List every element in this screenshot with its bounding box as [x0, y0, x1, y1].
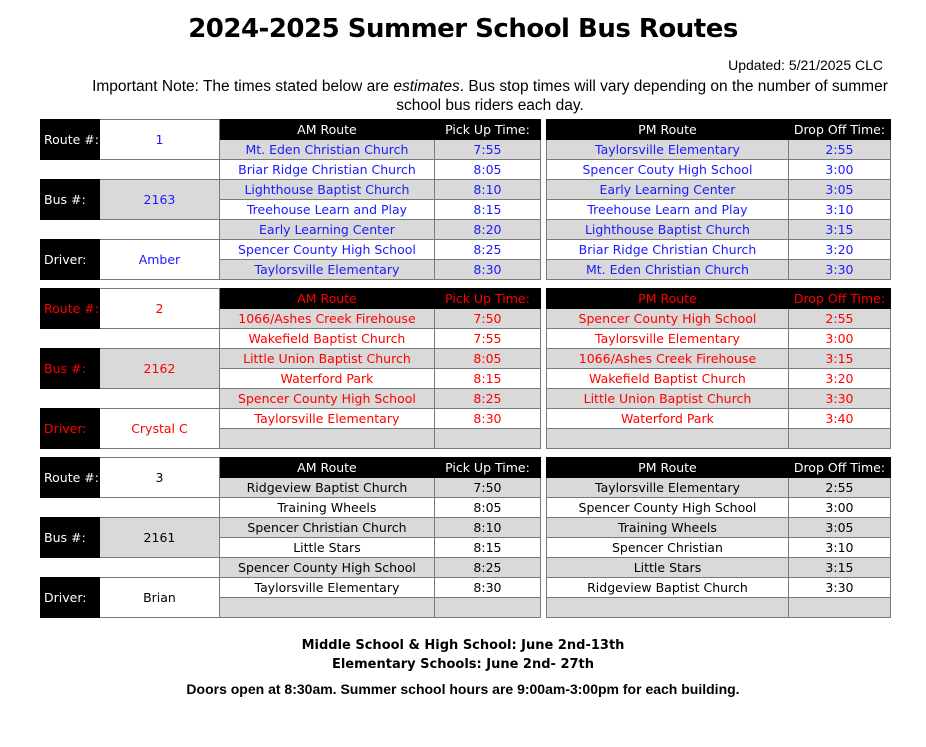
pm-stop: Taylorsville Elementary	[546, 478, 788, 498]
page-title: 2024-2025 Summer School Bus Routes	[188, 14, 738, 44]
pm-stop: Spencer County High School	[546, 309, 788, 329]
pm-time: 2:55	[788, 478, 890, 498]
pm-stop	[546, 429, 788, 449]
am-time	[434, 429, 540, 449]
pm-time: 3:00	[788, 160, 890, 180]
am-stop: Training Wheels	[219, 498, 434, 518]
am-time: 8:30	[434, 260, 540, 280]
table-row	[41, 409, 891, 429]
pm-time: 2:55	[788, 140, 890, 160]
pm-stop	[546, 598, 788, 618]
pm-time: 3:05	[788, 518, 890, 538]
pm-time: 3:20	[788, 369, 890, 389]
pickup-header: Pick Up Time:	[434, 289, 540, 309]
pm-route-header: PM Route	[546, 289, 788, 309]
note-suffix: . Bus stop times will vary depending on the number of summer school bus riders each day.	[396, 78, 888, 114]
pm-stop: Training Wheels	[546, 518, 788, 538]
am-time: 8:15	[434, 369, 540, 389]
am-time: 7:55	[434, 329, 540, 349]
am-time: 8:30	[434, 409, 540, 429]
dropoff-header: Drop Off Time:	[788, 458, 890, 478]
pm-time: 3:15	[788, 220, 890, 240]
pm-stop: Wakefield Baptist Church	[546, 369, 788, 389]
note-emphasis: estimates	[393, 78, 460, 95]
am-time: 7:50	[434, 478, 540, 498]
bus-label: Bus #:	[41, 180, 100, 220]
table-row	[41, 518, 891, 538]
pm-stop: Little Stars	[546, 558, 788, 578]
pm-stop: Little Union Baptist Church	[546, 389, 788, 409]
am-stop: Little Union Baptist Church	[219, 349, 434, 369]
table-row	[41, 498, 891, 518]
am-stop: Spencer County High School	[219, 240, 434, 260]
route-label: Route #:	[41, 458, 100, 498]
am-stop: Lighthouse Baptist Church	[219, 180, 434, 200]
table-row	[41, 160, 891, 180]
am-stop: Taylorsville Elementary	[219, 409, 434, 429]
pm-time: 3:30	[788, 578, 890, 598]
note-prefix: Important Note: The times stated below are	[92, 78, 394, 95]
table-row	[41, 578, 891, 598]
am-route-header: AM Route	[219, 120, 434, 140]
am-stop: Taylorsville Elementary	[219, 578, 434, 598]
pm-stop: Spencer Christian	[546, 538, 788, 558]
am-route-header: AM Route	[219, 289, 434, 309]
pm-time	[788, 598, 890, 618]
am-time: 8:05	[434, 498, 540, 518]
middle-high-dates: Middle School & High School: June 2nd-13th	[301, 638, 625, 653]
am-stop: 1066/Ashes Creek Firehouse	[219, 309, 434, 329]
dropoff-header: Drop Off Time:	[788, 120, 890, 140]
pm-time: 3:30	[788, 260, 890, 280]
am-time: 8:30	[434, 578, 540, 598]
route-table	[40, 457, 891, 618]
route-number: 1	[99, 120, 219, 160]
driver-name: Crystal C	[99, 409, 219, 449]
am-time: 8:10	[434, 180, 540, 200]
am-stop: Little Stars	[219, 538, 434, 558]
am-time: 8:15	[434, 200, 540, 220]
pm-time: 3:15	[788, 349, 890, 369]
pm-time: 2:55	[788, 309, 890, 329]
table-row	[41, 558, 891, 578]
am-route-header: AM Route	[219, 458, 434, 478]
pm-stop: Mt. Eden Christian Church	[546, 260, 788, 280]
am-stop: Mt. Eden Christian Church	[219, 140, 434, 160]
table-row	[41, 220, 891, 240]
pm-time: 3:30	[788, 389, 890, 409]
pm-time: 3:20	[788, 240, 890, 260]
pm-route-header: PM Route	[546, 458, 788, 478]
updated-stamp: Updated: 5/21/2025 CLC	[728, 57, 883, 73]
am-stop: Briar Ridge Christian Church	[219, 160, 434, 180]
bus-number: 2162	[99, 349, 219, 389]
dropoff-header: Drop Off Time:	[788, 289, 890, 309]
table-row	[41, 329, 891, 349]
am-time: 7:50	[434, 309, 540, 329]
am-stop: Spencer Christian Church	[219, 518, 434, 538]
am-time: 7:55	[434, 140, 540, 160]
bus-label: Bus #:	[41, 349, 100, 389]
route-label: Route #:	[41, 289, 100, 329]
am-stop: Spencer County High School	[219, 389, 434, 409]
bus-number: 2161	[99, 518, 219, 558]
table-row	[41, 389, 891, 409]
am-stop: Treehouse Learn and Play	[219, 200, 434, 220]
am-time: 8:25	[434, 389, 540, 409]
table-row	[41, 180, 891, 200]
am-stop: Ridgeview Baptist Church	[219, 478, 434, 498]
pickup-header: Pick Up Time:	[434, 120, 540, 140]
pm-stop: Waterford Park	[546, 409, 788, 429]
driver-label: Driver:	[41, 578, 100, 618]
driver-label: Driver:	[41, 240, 100, 280]
am-stop: Spencer County High School	[219, 558, 434, 578]
pm-time: 3:00	[788, 498, 890, 518]
footer-note: Doors open at 8:30am. Summer school hours are 9:00am-3:00pm for each building.	[186, 681, 740, 697]
pm-stop: Spencer County High School	[546, 498, 788, 518]
bus-number: 2163	[99, 180, 219, 220]
pm-time: 3:00	[788, 329, 890, 349]
route-table	[40, 288, 891, 449]
pm-time: 3:10	[788, 200, 890, 220]
pm-time: 3:15	[788, 558, 890, 578]
pm-stop: Taylorsville Elementary	[546, 140, 788, 160]
pm-route-header: PM Route	[546, 120, 788, 140]
am-time: 8:20	[434, 220, 540, 240]
pm-stop: Taylorsville Elementary	[546, 329, 788, 349]
pm-stop: 1066/Ashes Creek Firehouse	[546, 349, 788, 369]
pm-time: 3:40	[788, 409, 890, 429]
am-time: 8:15	[434, 538, 540, 558]
am-time: 8:25	[434, 558, 540, 578]
am-stop: Early Learning Center	[219, 220, 434, 240]
pm-stop: Ridgeview Baptist Church	[546, 578, 788, 598]
pm-time: 3:05	[788, 180, 890, 200]
driver-label: Driver:	[41, 409, 100, 449]
am-stop: Taylorsville Elementary	[219, 260, 434, 280]
pm-stop: Early Learning Center	[546, 180, 788, 200]
driver-name: Brian	[99, 578, 219, 618]
am-stop: Wakefield Baptist Church	[219, 329, 434, 349]
am-time: 8:05	[434, 349, 540, 369]
pm-stop: Treehouse Learn and Play	[546, 200, 788, 220]
table-row	[41, 349, 891, 369]
am-stop: Waterford Park	[219, 369, 434, 389]
driver-name: Amber	[99, 240, 219, 280]
am-time: 8:10	[434, 518, 540, 538]
important-note	[90, 77, 890, 115]
pm-stop: Lighthouse Baptist Church	[546, 220, 788, 240]
pm-time: 3:10	[788, 538, 890, 558]
route-number: 3	[99, 458, 219, 498]
route-label: Route #:	[41, 120, 100, 160]
am-time: 8:05	[434, 160, 540, 180]
bus-label: Bus #:	[41, 518, 100, 558]
route-number: 2	[99, 289, 219, 329]
table-row	[41, 240, 891, 260]
elementary-dates: Elementary Schools: June 2nd- 27th	[331, 657, 595, 672]
pm-stop: Briar Ridge Christian Church	[546, 240, 788, 260]
pm-time	[788, 429, 890, 449]
am-time	[434, 598, 540, 618]
am-time: 8:25	[434, 240, 540, 260]
am-stop	[219, 598, 434, 618]
pickup-header: Pick Up Time:	[434, 458, 540, 478]
am-stop	[219, 429, 434, 449]
pm-stop: Spencer Couty High School	[546, 160, 788, 180]
route-table	[40, 119, 891, 280]
